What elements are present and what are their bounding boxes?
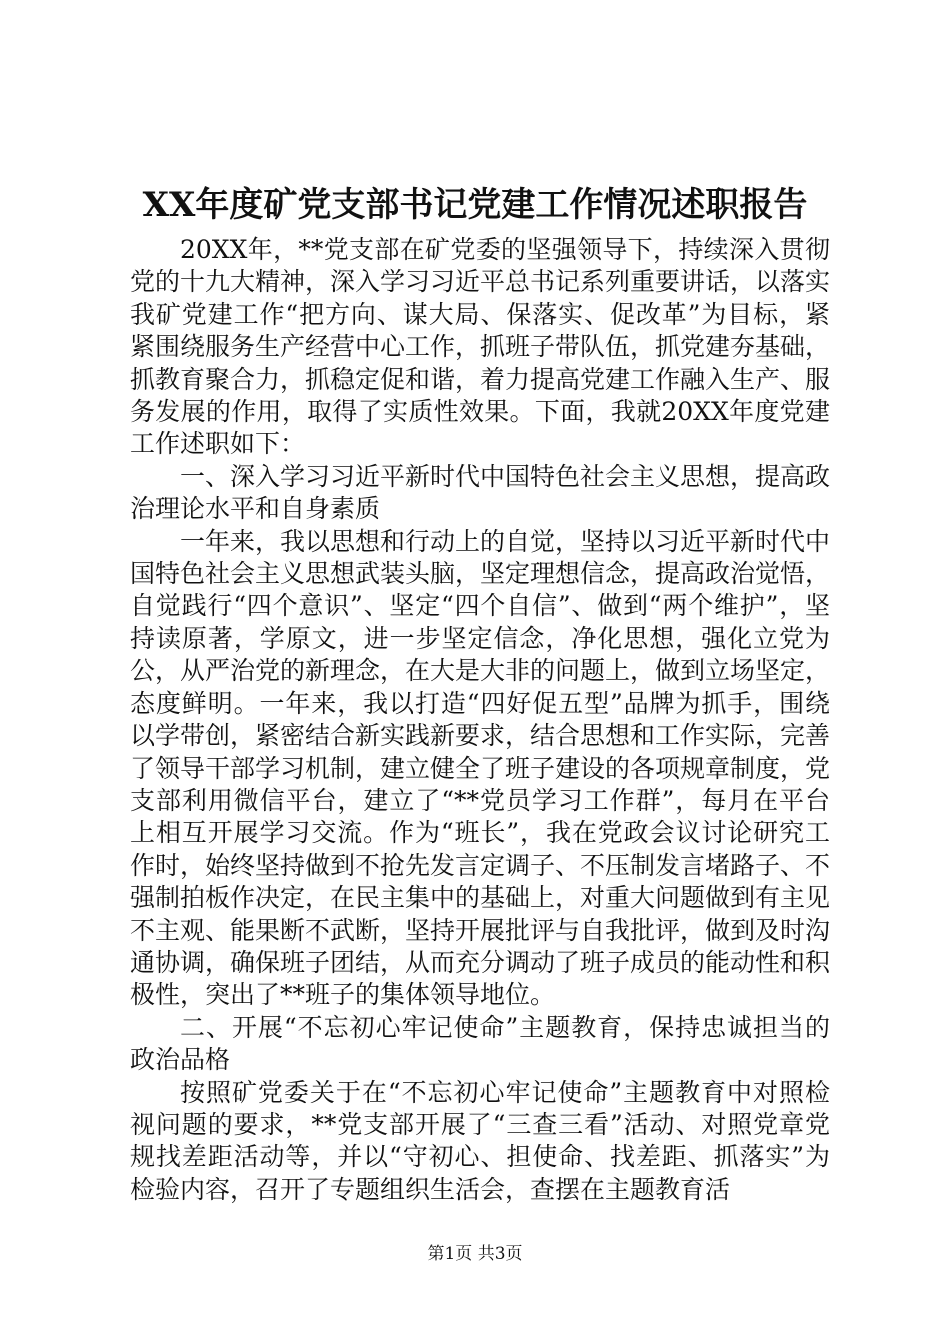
document-body: [130, 234, 830, 1206]
section-1-paragraph: 一年来，我以思想和行动上的自觉，坚持以习近平新时代中国特色社会主义思想武装头脑，坚定理想信念，提高政治觉悟，自觉践行“四个意识”、坚定“四个自信”、做到“两个维护”，坚持读原著，学原文，进一步坚定信念，净化思想，强化立党为公，从严治党的新理念，在大是大非的问题上，做到立场坚定，态度鲜明。一年来，我以打造“四好促五型”品牌为抓手，围绕以学带创，紧密结合新实践新要求，结合思想和工作实际，完善了领导干部学习机制，建立健全了班子建设的各项规章制度，党支部利用微信平台，建立了“**党员学习工作群”，每月在平台上相互开展学习交流。作为“班长”，我在党政会议讨论研究工作时，始终坚持做到不抢先发言定调子、不压制发言堵路子、不强制拍板作决定，在民主集中的基础上，对重大问题做到有主见不主观、能果断不武断，坚持开展批评与自我批评，做到及时沟通协调，确保班子团结，从而充分调动了班子成员的能动性和积极性，突出了**班子的集体领导地位。: [130, 526, 831, 1010]
page-number-footer: 第1页 共3页: [427, 1244, 523, 1264]
section-heading-1: 一、深入学习习近平新时代中国特色社会主义思想，提高政治理论水平和自身素质: [130, 461, 831, 524]
section-heading-2: 二、开展“不忘初心牢记使命”主题教育，保持忠诚担当的政治品格: [130, 1012, 830, 1075]
intro-paragraph: 20XX年，**党支部在矿党委的坚强领导下，持续深入贯彻党的十九大精神，深入学习习近平总书记系列重要讲话，以落实我矿党建工作“把方向、谋大局、保落实、促改革”为目标，紧紧围绕服务生产经营中心工作，抓班子带队伍，抓党建夯基础，抓教育聚合力，抓稳定促和谐，着力提高党建工作融入生产、服务发展的作用，取得了实质性效果。下面，我就20XX年度党建工作述职如下：: [130, 235, 831, 459]
document-title: XX年度矿党支部书记党建工作情况述职报告: [142, 185, 808, 225]
section-2-paragraph: 按照矿党委关于在“不忘初心牢记使命”主题教育中对照检视问题的要求，**党支部开展了“三查三看”活动、对照党章党规找差距活动等，并以“守初心、担使命、找差距、抓落实”为检验内容，召开了专题组织生活会，查摆在主题教育活: [130, 1077, 830, 1204]
